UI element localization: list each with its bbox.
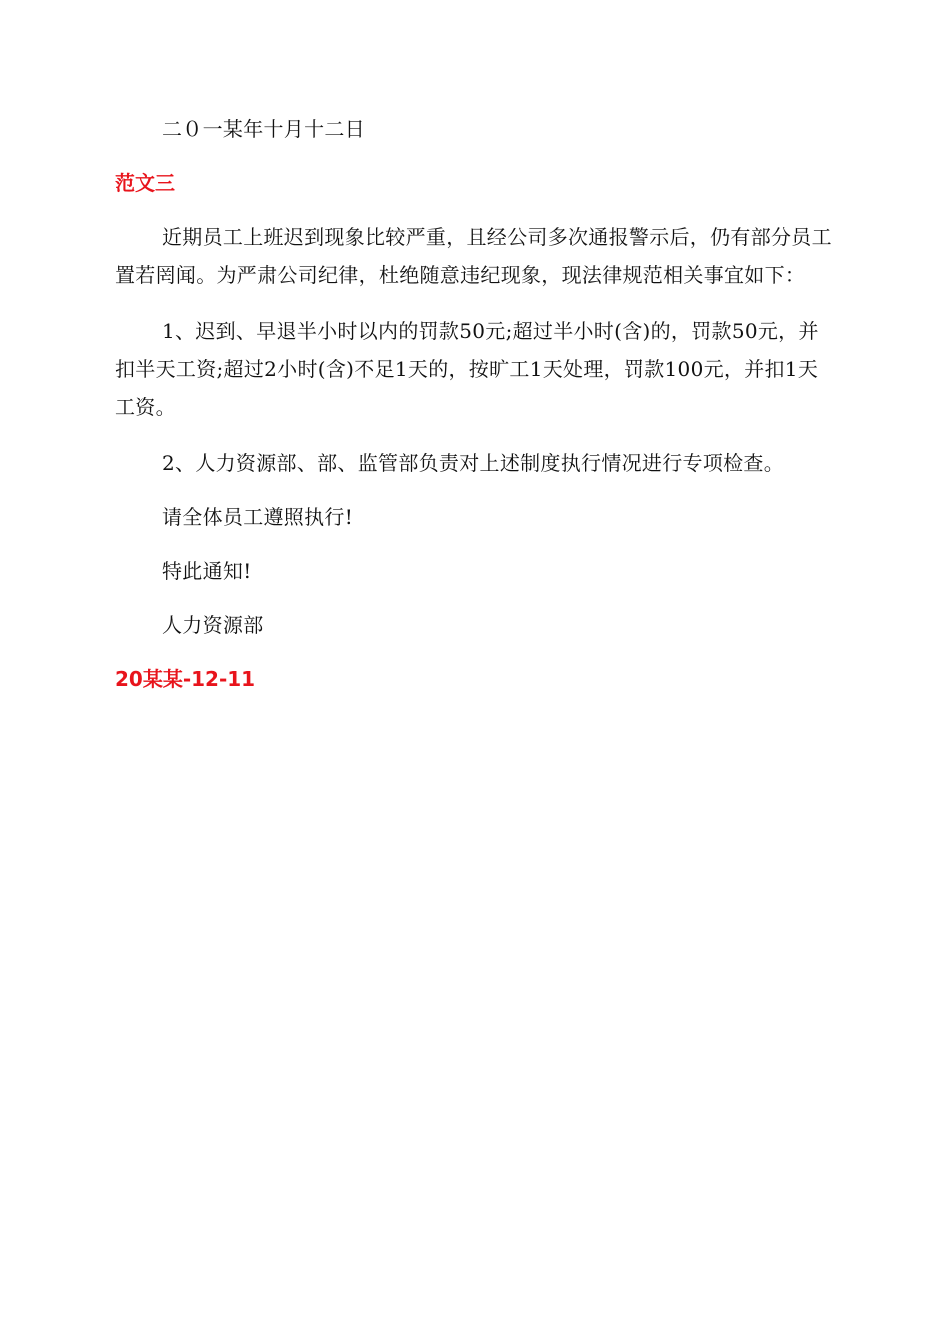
rule-item-1: 1、迟到、早退半小时以内的罚款50元;超过半小时(含)的，罚款50元，并扣半天工资;超过2小时(含)不足1天的，按旷工1天处理，罚款100元，并扣1天工资。 (115, 319, 819, 419)
signature-line: 人力资源部 (162, 613, 264, 637)
request-line: 请全体员工遵照执行! (162, 505, 354, 529)
section-title: 范文三 (115, 171, 175, 195)
notice-line: 特此通知! (162, 559, 252, 583)
intro-paragraph: 近期员工上班迟到现象比较严重，且经公司多次通报警示后，仍有部分员工置若罔闻。为严肃公司纪律，杜绝随意违纪现象，现法律规范相关事宜如下： (115, 225, 832, 287)
document-body (115, 110, 835, 698)
rule-item-2: 2、人力资源部、部、监管部负责对上述制度执行情况进行专项检查。 (162, 451, 785, 475)
date-line: 二０一某年十月十二日 (162, 117, 365, 141)
footer-date: 20某某-12-11 (115, 667, 256, 691)
